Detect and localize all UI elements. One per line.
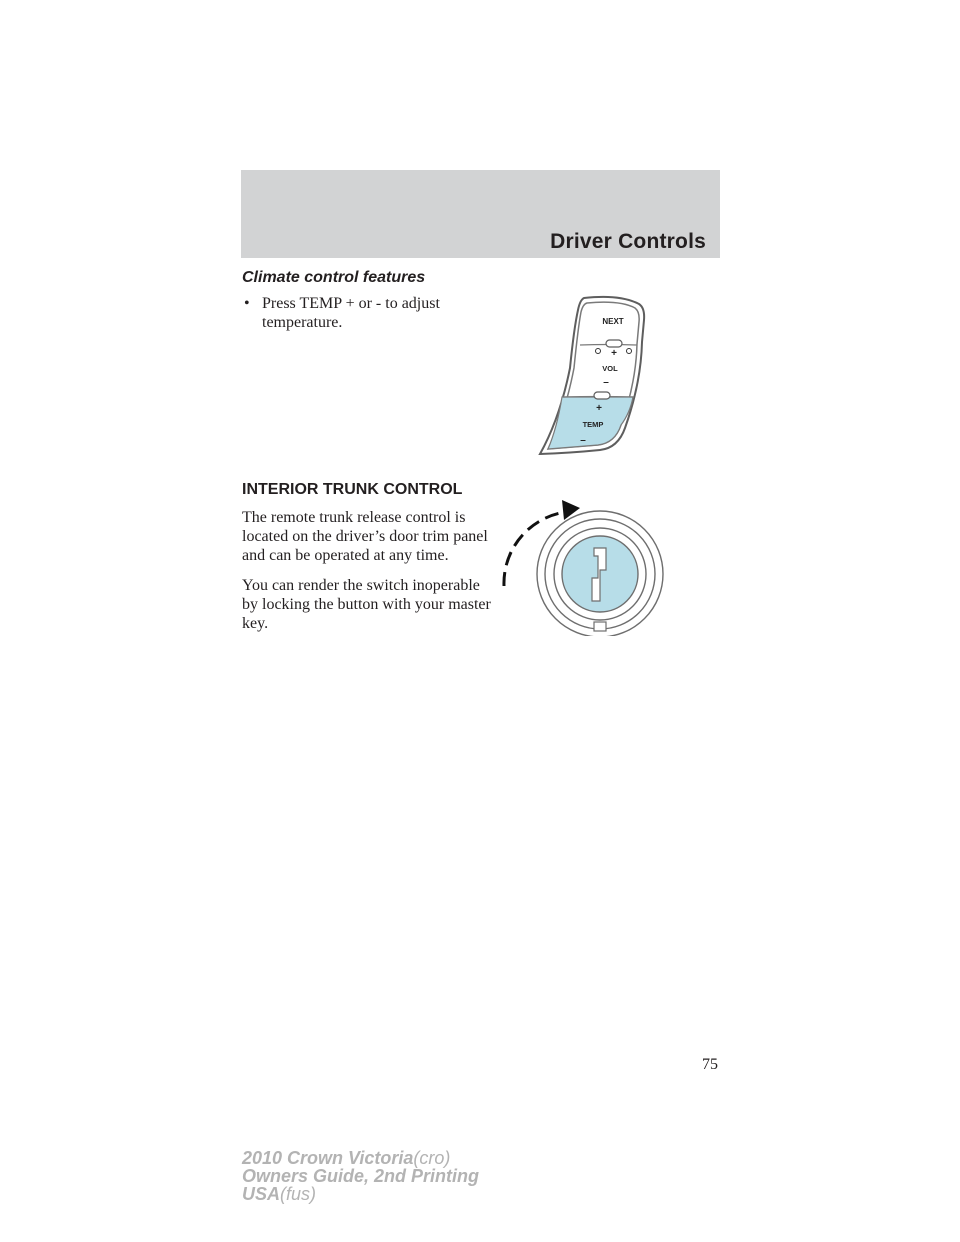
temp-plus-label: + bbox=[596, 403, 602, 414]
footer-model: 2010 Crown Victoria bbox=[242, 1148, 414, 1168]
trunk-release-button-illustration bbox=[490, 498, 670, 636]
footer-line-2: Owners Guide, 2nd Printing bbox=[242, 1166, 480, 1186]
climate-subtitle: Climate control features bbox=[242, 269, 426, 286]
document-footer bbox=[242, 1149, 479, 1203]
temp-label: TEMP bbox=[582, 420, 604, 429]
section-title: Driver Controls bbox=[550, 230, 706, 253]
footer-market: USA bbox=[242, 1184, 281, 1204]
section-header-band bbox=[241, 170, 720, 258]
temp-minus-label: – bbox=[580, 435, 586, 446]
vol-label: VOL bbox=[602, 364, 618, 373]
footer-line-3 bbox=[242, 1185, 479, 1203]
footer-market-code: (fus) bbox=[280, 1184, 317, 1204]
page-number: 75 bbox=[702, 1056, 718, 1073]
climate-bullet-text: Press TEMP + or - to adjust temperature. bbox=[262, 295, 440, 331]
bullet-symbol: • bbox=[244, 295, 250, 312]
trunk-heading: INTERIOR TRUNK CONTROL bbox=[242, 481, 463, 498]
trunk-paragraph-1: The remote trunk release control is located on the driver’s door trim panel and can be operated at any time. bbox=[242, 509, 488, 564]
vol-minus-label: – bbox=[603, 377, 609, 388]
footer-model-code: (cro) bbox=[413, 1148, 451, 1168]
footer-line-1 bbox=[242, 1149, 479, 1167]
climate-bullet-item bbox=[246, 294, 486, 332]
next-label: NEXT bbox=[602, 317, 624, 326]
steering-wheel-control-illustration bbox=[530, 288, 660, 458]
vol-plus-label: + bbox=[611, 348, 617, 359]
trunk-paragraph-2: You can render the switch inoperable by locking the button with your master key. bbox=[242, 577, 491, 632]
